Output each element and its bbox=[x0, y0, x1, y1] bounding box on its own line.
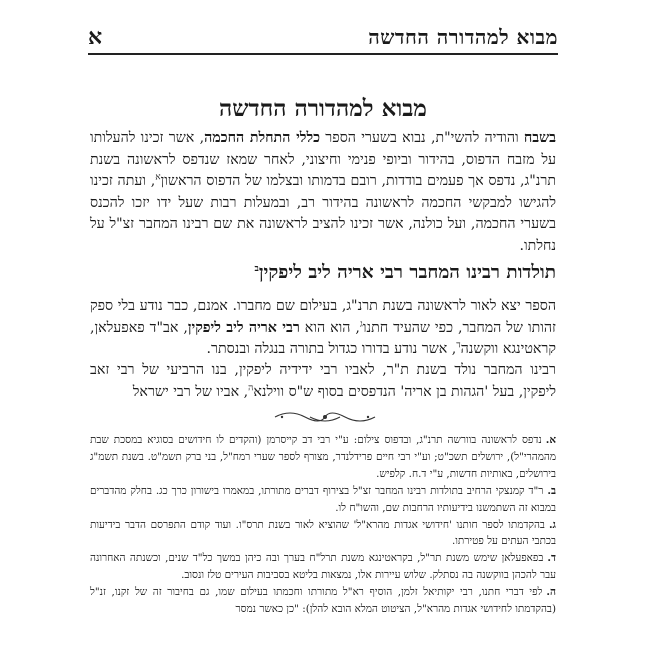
section-heading bbox=[100, 262, 556, 284]
intro-text-c: , ועתה זכינו להגישו למבקשי החכמה לראשונה בהידור רב, ובמעלות רבות שעל ידו יזכו להכנס בשערי החכמה, ועל כולנה, אשר זכינו להציב לראשונה את שם רבינו המחבר זצ"ל על נחלתו. bbox=[90, 173, 556, 254]
ornament-divider-icon bbox=[270, 407, 380, 427]
footnotes bbox=[90, 432, 556, 618]
footnote-text: לפי דברי חתנו, רבי יקותיאל זלמן, הוסיף רא"ל מתורתו וחכמתו בעילום שמו, גם בחיבור זה של זקנו, זנ"ל (בהקדמתו לחידושי אגדות מהרא"ל, הציטוט המלא הובא להלן): "כן כאשר נמסר bbox=[90, 586, 556, 616]
book-title: כללי התחלת החכמה bbox=[204, 130, 321, 146]
intro-paragraph bbox=[90, 128, 556, 258]
header-rule bbox=[88, 53, 558, 55]
footnote bbox=[90, 517, 556, 551]
footnote-ref-b: ב bbox=[254, 263, 259, 274]
footnote-text: בהקדמתו לספר חותנו 'חידושי אגדות מהרא"ל' שהוציא לאור בשנת תרס"ו. ועוד קודם התפרסם הדבר בידיעות בכתבי העתים על פטירתו. bbox=[90, 518, 556, 548]
footnote-text: בפאפעלאן שימש משנת תר"ל, בקראטינגא משנת תרל"ח בערך ובה כיהן במשך כל"ד שנים, וכשנתה האחרונה עבר להכהן בווקשנה בה נסתלק. שלוש עיירות אלו, נמצאות בליטא בסביבות העירים טלז ונסוב. bbox=[90, 552, 556, 582]
footnote-label: ה. bbox=[546, 586, 556, 599]
footnote-ref-a: א bbox=[155, 172, 161, 183]
intro-text-b: , אשר זכינו להעלותו על מזבח הדפוס, בהידור וביופי פנימי וחיצוני, לאחר שמאז שנדפס לראשונה בשנת תרנ"ג, נדפס אך פעמים בודדות, רובם בדמותו ובצלמו של הדפוס הראשון bbox=[90, 130, 556, 190]
para2-text-b: , הוא הוא bbox=[299, 319, 360, 336]
section-heading-text: תולדות רבינו המחבר רבי אריה ליב ליפקין bbox=[258, 262, 556, 283]
intro-text-a: והודיה להשי"ת, נבוא בשערי הספר bbox=[320, 130, 524, 146]
footnote-label: ב. bbox=[547, 484, 556, 497]
para3-text-b: , אביו של רבי ישראל bbox=[132, 383, 249, 400]
footnote-text: נדפס לראשונה בוורשה תרנ"ג, ובדפוס צילום: ע"י רבי דב קייסרמן (והקדים לו חידושים בסוגיא במסכת שבת מהמהרי"ל), ירושלים תשכ"ט; וע"י רבי חיים פרידלנדר, מצורף לספר שערי רמח"ל, בני ברק תשמ"ט. בשנת תשמ"ג בירושלים, באותיות חדשות, ע"י ד.ח. קלפיש. bbox=[90, 434, 556, 480]
footnote-label: ד. bbox=[547, 552, 556, 565]
para3-text-a: רבינו המחבר נולד בשנת ת"ר, לאביו רבי ידידיה ליפקין, בנו הרביעי של רבי זאב ליפקין, בעל 'הגהות בן אריה' הנדפסים בסוף ש"ס ווילנא bbox=[90, 362, 556, 400]
footnote-text: ר"ד קמנצקי הרחיב בתולדות רבינו המחבר זצ"ל בצירוף דברים מתורתו, במאמרו בישורון כרך כג. בחלק מהדברים במבוא זה השתמשנו בידיעותיו הרחבות שם, והשו"ח לו. bbox=[90, 484, 556, 514]
footnote-label: ג. bbox=[548, 518, 556, 531]
author-name: רבי אריה ליב ליפקין bbox=[187, 319, 300, 336]
intro-lead-word: בשבח bbox=[523, 130, 557, 146]
para2-text-c: , אב"ד פאפעלאן, קראטינגא ווקשנה bbox=[90, 319, 556, 358]
footnote-label: א. bbox=[545, 434, 556, 446]
running-title: מבוא למהדורה החדשה bbox=[368, 25, 558, 49]
page-title: מבוא למהדורה החדשה bbox=[219, 95, 427, 122]
page-header bbox=[88, 22, 558, 50]
footnote bbox=[90, 584, 556, 618]
lineage-paragraph bbox=[90, 360, 556, 403]
page-number: א bbox=[88, 24, 103, 50]
footnote bbox=[90, 483, 556, 517]
footnote bbox=[90, 550, 556, 584]
footnote bbox=[90, 432, 556, 483]
footnote-ref-h: ה bbox=[248, 382, 254, 393]
biography-paragraph bbox=[90, 296, 556, 361]
footnote-ref-g: ג bbox=[359, 318, 363, 329]
para2-text-a: הספר יצא לאור לראשונה בשנת תרנ"ג, בעילום שם מחברו. אמנם, כבר נודע בלי ספק זהותו של המחבר, כפי שהעיד חתנו bbox=[90, 298, 556, 336]
para2-text-d: , אשר נודע בדורו כגדול בתורה בנגלה ובנסתר. bbox=[206, 341, 457, 358]
footnote-ref-d: ד bbox=[456, 340, 461, 351]
